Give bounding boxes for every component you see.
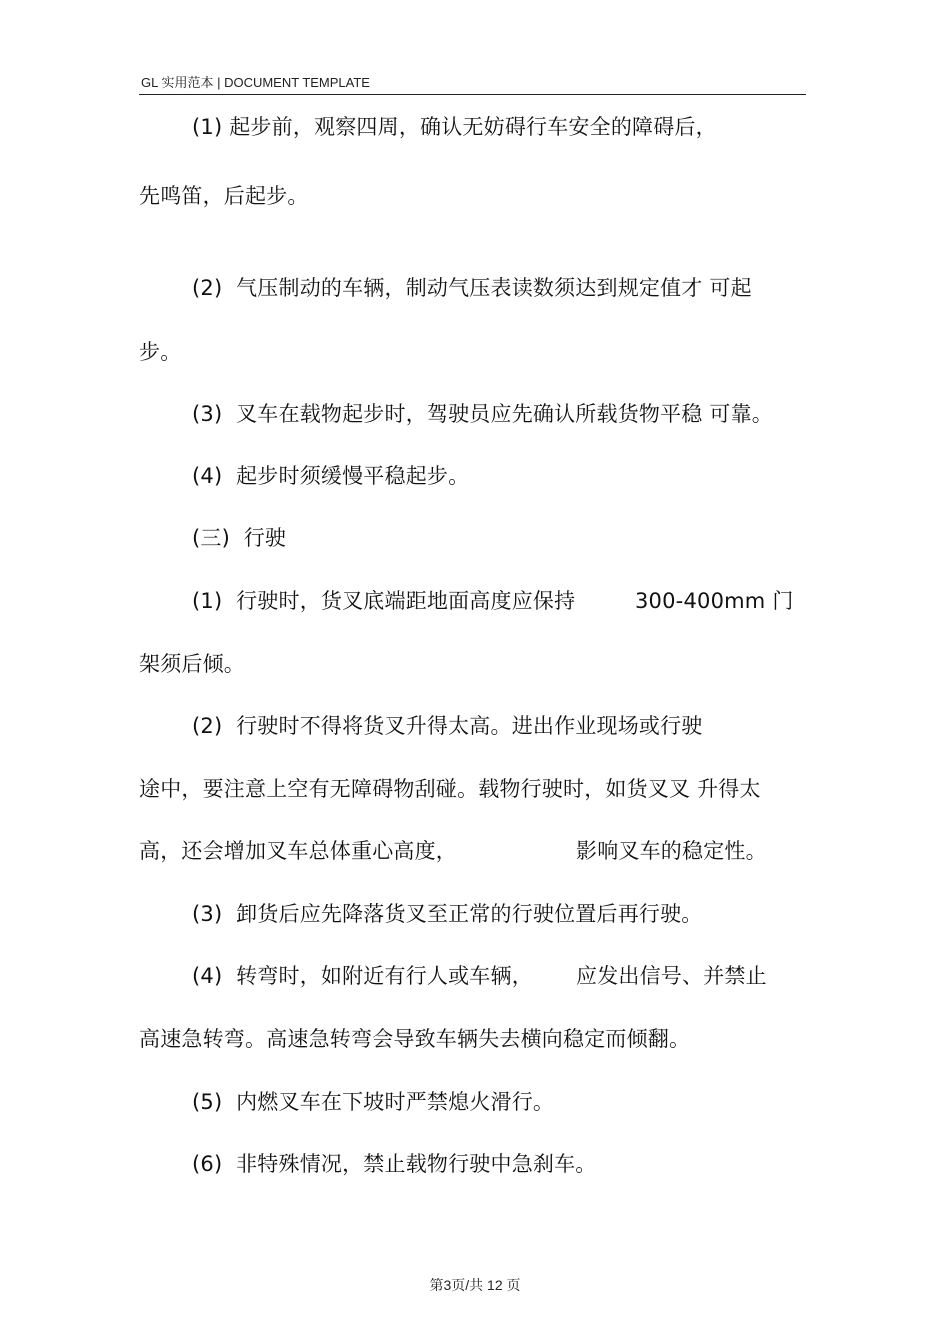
text-line: 架须后倾。: [139, 652, 245, 676]
text-line: (4) 起步时须缓慢平稳起步。: [192, 464, 470, 488]
text-line: (6) 非特殊情况，禁止载物行驶中急刹车。: [192, 1152, 597, 1176]
text-line: (5) 内燃叉车在下坡时严禁熄火滑行。: [192, 1090, 555, 1114]
text-line: 影响叉车的稳定性。: [576, 839, 767, 863]
page-header: GL 实用范本 | DOCUMENT TEMPLATE: [141, 75, 370, 90]
text-line: 途中，要注意上空有无障碍物刮碰。载物行驶时，如货叉叉 升得太: [139, 777, 761, 801]
text-line: 先鸣笛，后起步。: [139, 184, 309, 208]
section-heading: (三) 行驶: [192, 526, 287, 550]
text-line: 应发出信号、并禁止: [576, 964, 767, 988]
text-line: (3) 卸货后应先降落货叉至正常的行驶位置后再行驶。: [192, 902, 703, 926]
text-line: (2) 气压制动的车辆，制动气压表读数须达到规定值才 可起: [192, 276, 752, 300]
text-line: 高，还会增加叉车总体重心高度，: [139, 839, 457, 863]
text-line: (4) 转弯时，如附近有行人或车辆，: [192, 964, 533, 988]
header-divider: [139, 94, 806, 95]
text-line: 300-400mm 门: [635, 589, 794, 613]
text-line: (2) 行驶时不得将货叉升得太高。进出作业现场或行驶: [192, 714, 703, 738]
text-line: 高速急转弯。高速急转弯会导致车辆失去横向稳定而倾翻。: [139, 1027, 691, 1051]
text-line: 步。: [139, 340, 182, 364]
page-footer: 第3页/共 12 页: [429, 1277, 521, 1293]
text-line: (3) 叉车在载物起步时，驾驶员应先确认所载货物平稳 可靠。: [192, 402, 773, 426]
text-line: (1) 行驶时，货叉底端距地面高度应保持: [192, 589, 576, 613]
text-line: (1) 起步前，观察四周，确认无妨碍行车安全的障碍后，: [192, 115, 717, 139]
